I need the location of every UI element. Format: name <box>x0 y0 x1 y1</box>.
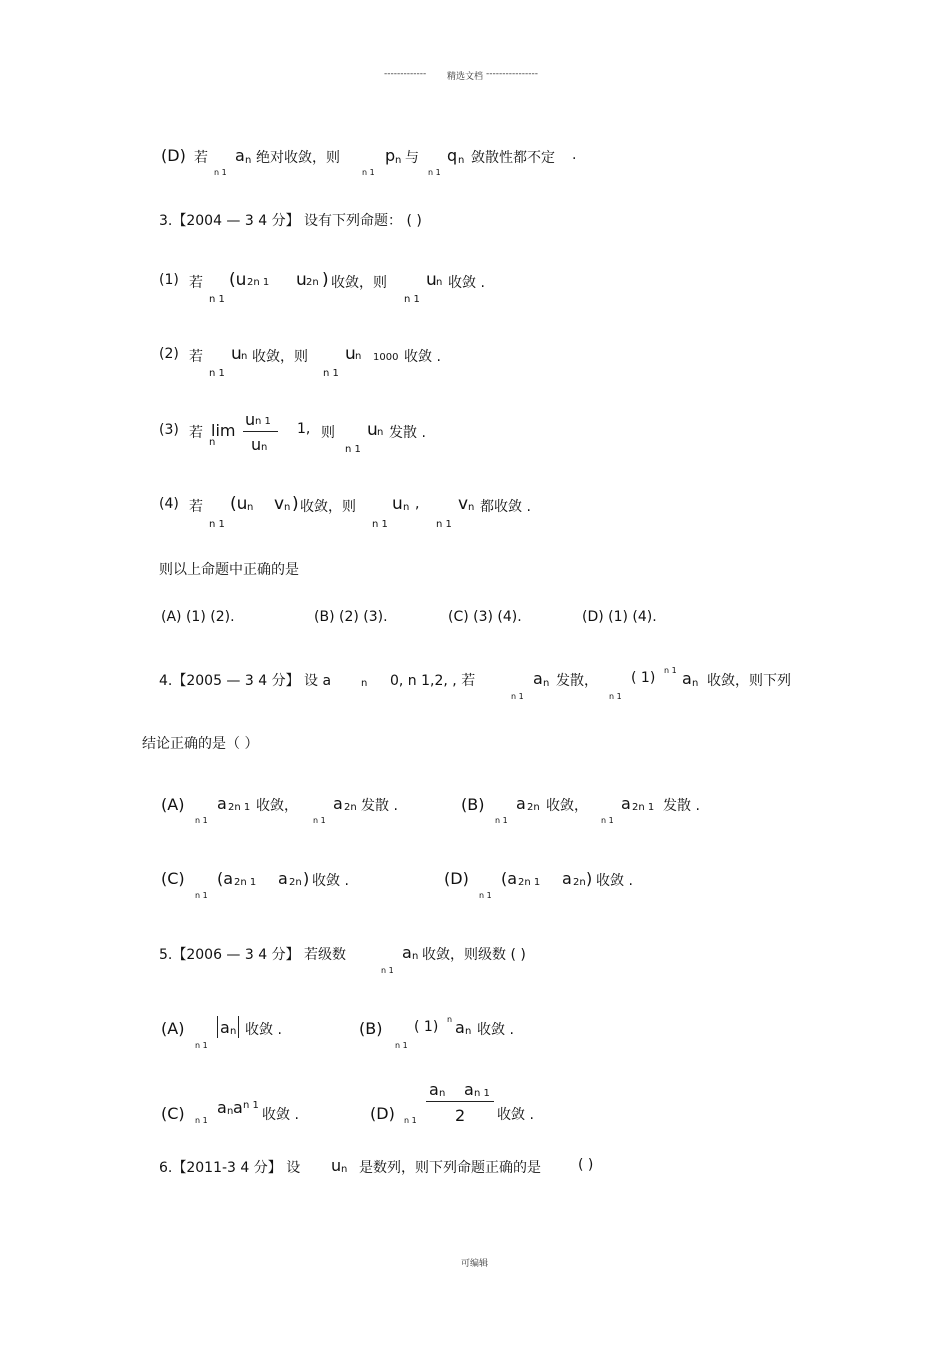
text: , <box>415 496 420 512</box>
subscript: 2n 1 <box>632 802 655 813</box>
text: 若 <box>189 499 203 515</box>
option-b: (B) (2) (3). <box>314 609 388 625</box>
fraction-denominator: u <box>251 435 262 454</box>
sum-index: n 1 <box>395 1041 408 1050</box>
sum-index: n 1 <box>209 368 225 379</box>
fraction-line <box>243 431 278 432</box>
option-label: (C) <box>161 1104 185 1123</box>
subscript: 2n 1 <box>518 877 541 888</box>
sum-index: n 1 <box>209 519 225 530</box>
option-label: (A) <box>161 795 185 814</box>
subscript: 2n <box>527 802 540 813</box>
text: 收敛 . <box>477 1022 514 1038</box>
math: (a <box>217 869 234 888</box>
subscript: n 1 <box>243 1100 259 1111</box>
item-number: (4) <box>159 496 179 512</box>
superscript: n <box>447 1015 453 1024</box>
math: u <box>331 1156 342 1175</box>
text: 发散 . <box>663 798 700 814</box>
sum-index: n 1 <box>495 816 508 825</box>
text: . <box>572 147 577 163</box>
subscript: 2n <box>306 277 319 288</box>
subscript: 2n 1 <box>247 277 270 288</box>
math: a <box>621 794 631 813</box>
math: a <box>333 794 343 813</box>
option-label: (C) <box>161 869 185 888</box>
text: 收敛，则 <box>331 275 387 291</box>
math: ) <box>586 869 593 888</box>
subscript: n <box>395 155 402 166</box>
option-a: (A) (1) (2). <box>161 609 235 625</box>
option-label: (D) <box>161 146 186 165</box>
sum-index: n 1 <box>209 294 225 305</box>
math: a <box>217 1098 227 1117</box>
subscript: n <box>439 1088 446 1099</box>
text: 收敛 . <box>596 873 633 889</box>
question-3-title: 3.【2004 — 3 4 分】 设有下列命题： ( ) <box>159 213 422 229</box>
math: a <box>516 794 526 813</box>
question-5-title: 5.【2006 — 3 4 分】 若级数 <box>159 947 347 963</box>
abs-bar-left <box>217 1016 218 1038</box>
item-number: (3) <box>159 422 179 438</box>
math: v <box>458 494 469 514</box>
text: 收敛， <box>546 798 588 814</box>
option-label: (B) <box>461 795 485 814</box>
subscript: 2n 1 <box>228 802 251 813</box>
subscript: n <box>245 155 252 166</box>
superscript: n 1 <box>664 666 677 675</box>
math: a <box>220 1018 230 1037</box>
math: a <box>682 669 692 688</box>
fraction-line <box>426 1101 494 1102</box>
math: u <box>345 344 356 364</box>
symbol-p: p <box>385 146 396 165</box>
sum-index: n 1 <box>372 519 388 530</box>
math: a <box>533 669 543 688</box>
math: (u <box>229 270 247 290</box>
math: ) <box>292 494 299 514</box>
subscript: n <box>261 442 268 453</box>
item-number: (2) <box>159 346 179 362</box>
math: (u <box>230 494 248 514</box>
subscript: n <box>247 502 254 513</box>
sum-index: n 1 <box>601 816 614 825</box>
math: a <box>233 1098 243 1117</box>
math: u <box>296 270 307 290</box>
sum-index: n 1 <box>511 692 524 701</box>
math: (a <box>501 869 518 888</box>
text: 收敛，则 <box>300 499 356 515</box>
sum-index: n 1 <box>362 168 375 177</box>
fraction-numerator: u <box>245 410 256 429</box>
math: ) <box>322 270 329 290</box>
sum-index: n 1 <box>214 168 227 177</box>
text: 收敛，则 <box>252 349 308 365</box>
text: 收敛 . <box>497 1107 534 1123</box>
text: 0, n 1,2, , 若 <box>390 673 476 689</box>
sum-index: n 1 <box>195 816 208 825</box>
math: v <box>274 494 285 514</box>
footer-label: 可编辑 <box>461 1259 489 1269</box>
sum-index: n 1 <box>404 1116 417 1125</box>
text: 收敛，则级数 ( ) <box>422 947 526 963</box>
text: 都收敛 . <box>480 499 531 515</box>
text: 若 <box>189 349 203 365</box>
subscript: 2n 1 <box>234 877 257 888</box>
subscript: 2n <box>289 877 302 888</box>
subscript: n <box>465 1026 472 1037</box>
text: 是数列，则下列命题正确的是 <box>359 1160 541 1176</box>
subscript: n 1 <box>474 1088 490 1099</box>
text: 敛散性都不定 <box>471 150 555 166</box>
sum-index: n 1 <box>345 444 361 455</box>
subscript: n <box>403 502 410 513</box>
sum-index: n 1 <box>479 891 492 900</box>
math: a <box>217 794 227 813</box>
text: 收敛 . <box>312 873 349 889</box>
fraction-denominator: 2 <box>455 1106 466 1125</box>
symbol-q: q <box>447 146 458 165</box>
option-label: (B) <box>359 1019 383 1038</box>
question-6-title: 6.【2011-3 4 分】 设 <box>159 1160 301 1176</box>
symbol-a: a <box>235 146 245 165</box>
fraction-numerator: a <box>464 1080 474 1099</box>
math: ) <box>303 869 310 888</box>
text: 与 <box>405 150 419 166</box>
subscript: n <box>227 1106 234 1117</box>
subscript: 2n <box>573 877 586 888</box>
subscript: n <box>341 1164 348 1175</box>
subscript: n 1 <box>255 416 271 427</box>
sum-index: n 1 <box>323 368 339 379</box>
item-number: (1) <box>159 272 179 288</box>
math: a <box>278 869 288 888</box>
subscript: n <box>377 427 384 438</box>
math-lim: lim <box>211 421 236 440</box>
header-title: 精选文档 <box>447 72 484 82</box>
sum-index: n 1 <box>381 966 394 975</box>
header-right-dashes: ---------------- <box>486 69 538 79</box>
sum-index: n 1 <box>609 692 622 701</box>
sum-index: n 1 <box>195 891 208 900</box>
subscript: n <box>209 437 216 448</box>
subscript: n <box>361 678 368 689</box>
text: 若 <box>189 275 203 291</box>
option-c: (C) (3) (4). <box>448 609 522 625</box>
math: u <box>392 494 403 514</box>
text: 则 <box>321 425 335 441</box>
math: a <box>562 869 572 888</box>
option-label: (D) <box>370 1104 395 1123</box>
question-4-title: 4.【2005 — 3 4 分】 设 a <box>159 673 332 689</box>
math: u <box>367 420 378 440</box>
q3-conclusion: 则以上命题中正确的是 <box>159 562 299 578</box>
sum-index: n 1 <box>436 519 452 530</box>
text: 发散 . <box>361 798 398 814</box>
subscript: 1000 <box>373 352 399 363</box>
subscript: 2n <box>344 802 357 813</box>
option-d: (D) (1) (4). <box>582 609 657 625</box>
question-4-line2: 结论正确的是（ ） <box>142 736 259 752</box>
text: 若 <box>189 425 203 441</box>
subscript: n <box>468 502 475 513</box>
subscript: n <box>458 155 465 166</box>
subscript: n <box>436 277 443 288</box>
subscript: n <box>284 502 291 513</box>
text: 收敛 . <box>404 349 441 365</box>
text: 收敛 . <box>448 275 485 291</box>
math: u <box>426 270 437 290</box>
text: 若 <box>194 150 208 166</box>
text: 收敛 . <box>262 1107 299 1123</box>
math: ( 1) <box>414 1019 439 1035</box>
text: 收敛 . <box>245 1022 282 1038</box>
sum-index: n 1 <box>404 294 420 305</box>
subscript: n <box>355 351 362 362</box>
text: 发散 . <box>389 425 426 441</box>
sum-index: n 1 <box>428 168 441 177</box>
subscript: n <box>543 678 550 689</box>
text: 绝对收敛，则 <box>256 150 340 166</box>
text: ( ) <box>578 1157 594 1173</box>
subscript: n <box>230 1026 237 1037</box>
subscript: n <box>692 678 699 689</box>
math: a <box>455 1018 465 1037</box>
header-left-dashes: ------------- <box>384 69 427 79</box>
sum-index: n 1 <box>313 816 326 825</box>
option-label: (D) <box>444 869 469 888</box>
subscript: n <box>241 351 248 362</box>
sum-index: n 1 <box>195 1041 208 1050</box>
sum-index: n 1 <box>195 1116 208 1125</box>
text: 1, <box>297 421 311 437</box>
text: 收敛，则下列 <box>707 673 791 689</box>
text: 发散， <box>556 673 598 689</box>
subscript: n <box>412 951 419 962</box>
fraction-numerator: a <box>429 1080 439 1099</box>
math: u <box>231 344 242 364</box>
text: 收敛， <box>256 798 298 814</box>
abs-bar-right <box>238 1016 239 1038</box>
math: ( 1) <box>631 670 656 686</box>
option-label: (A) <box>161 1019 185 1038</box>
math: a <box>402 943 412 962</box>
